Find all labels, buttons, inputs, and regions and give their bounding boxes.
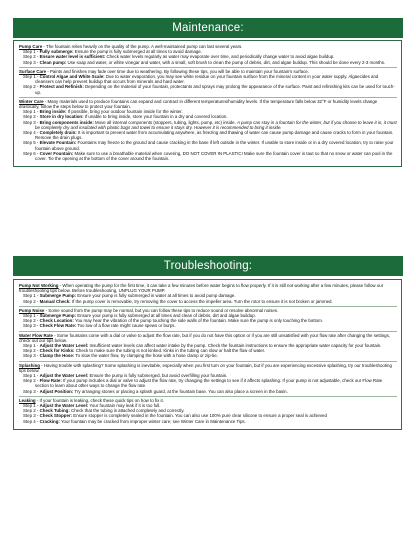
step-text: Ensure the pump is fully submerged at all times to avoid damage. [73,49,202,55]
step-label: Step 1 - [23,313,39,319]
winter-care-section [19,98,397,163]
step-label: Step 3 - [23,119,39,125]
section-intro: - Many materials used to produce fountains can expand and contract in different temperatures/humidity levels. If the temperature falls below 32°F or humidity levels change drastically, follow the steps below to protect your fountain. [19,98,378,110]
step-title: Control Algae and White Scale: [39,74,105,80]
step-label: Step 1 - [23,49,39,55]
step [19,419,397,424]
section-intro-line [19,283,397,293]
step-label: Step 3 - [23,353,39,359]
step [19,74,397,84]
maintenance-box [13,40,402,167]
step-label: Step 2 - [23,408,39,414]
step-text: Ensure your pump is fully submerged in water at all times to avoid pump damage. [75,293,236,299]
step-text: To slow the water flow, try clamping the hose with a hose clamp or zip-tie. [74,353,218,359]
step-label: Step 5 - [23,140,39,146]
troubleshooting-box [13,279,402,430]
step-text: Check to make sure the tubing is not kinked. Kinks in the tubing can slow or halt the flow of water. [74,348,266,354]
step-label: Step 3 - [23,323,39,329]
section-intro: - Paints and finishes may fade over time due to weathering. By following these tips, you will be able to maintain your fountain's surface. [46,68,310,74]
troubleshooting-title: Troubleshooting: [163,260,253,272]
step-title: Adjust the Water Level: [39,343,89,349]
section-heading: Pump Not Working [19,283,59,288]
winter-care-intro [19,99,397,109]
step-label: Step 2 - [23,84,39,90]
step-label: Step 2 - [23,114,39,120]
step-title: Cracking: [39,418,60,424]
surface-care-section [19,68,397,98]
section-intro: - Having trouble with splashing? Some splashing is inevitable, especially when you first turn on your fountain, but if you are experiencing excessive splashing, try our troubleshooting tips below. [19,362,392,373]
step-text: If your pump includes a dial or valve to adjust the flow rate, try changing the settings to see if it affects splashing. If your pump is not adjustable, check our Flow Rate section to learn about other ways to change the flow rate. [35,378,383,389]
step-title: Flow Rate: [39,378,62,384]
step-text: You may hear the vibration of the pump touching the side walls of the fountain. Make sure the pump is only touching the bottom. [73,318,323,324]
step-label: Step 2 - [23,298,39,304]
section-heading: Pump Noise [19,307,45,313]
step-text: Move all internal components (stoppers, tubing, lights, pump, etc) inside. [93,119,238,125]
section-heading: Surface Care [19,68,47,74]
section-intro: - When operating the pump for the first time, it can take a few minutes before water begins to flow properly. If it is still not working after a few minutes, please follow our troubleshooting tips below. Before troubleshooting, UNPLUG YOUR PUMP. [19,283,384,294]
step-title: Bring components inside: [39,119,94,125]
step-title: Manual Check: [39,298,71,304]
section-intro: - Some sound from the pump may be normal, but you can follow these tips to reduce sound or resolve abnormal noises. [44,307,279,313]
section-heading: Splashing [19,362,40,368]
step-text: Due to water evaporation, you may see white residue on your fountain surface from the mineral content in your water supply. Algaecides and cleansers can help prevent buildup that occurs from minerals and hard water. [35,74,379,85]
step [19,130,397,140]
step-title: Check Tubing: [39,408,70,414]
step-label: Step 1 - [23,343,39,349]
step [19,140,397,150]
splashing-section [19,362,397,397]
section-intro-line [19,363,397,373]
step-title: Check Flow Rate: [39,323,77,329]
step-text: If unable to bring inside, store your fountain in a dry and covered location. [83,114,228,120]
step-title: Adjust the Water Level: [39,373,89,379]
step-text: If the pump cover is removable, try removing the cover to access the impeller area. Turn the rotor to ensure it is not broken or jammed. [70,298,333,304]
step-label: Step 3 - [23,413,39,419]
step-label: Step 1 - [23,403,39,409]
step-label: Step 3 - [23,388,39,394]
water-flow-rate-section [19,332,397,362]
pump-noise-section [19,307,397,332]
step-label: Step 4 - [23,418,39,424]
step-title: Submerge Pump: [39,313,76,319]
step-text: It is important to prevent water from accumulating anywhere, as freezing and thawing of water can cause pump damage and cause cracks to form in your fountain. Remove the drain plugs. [35,130,394,141]
step [19,389,397,394]
step-text: Ensure your pump is fully submerged at all times and clean of debris, dirt and algae buildup. [75,313,256,319]
leaking-section [19,397,397,426]
section-intro: - Some fountains come with a dial or valve to adjust the flow rate, but if you do not have this option or if you are still unsatisfied with your flow rate after changing the settings, check out our tips below. [19,332,391,343]
step [19,60,397,65]
step-text: Ensure the pump is fully submerged, but avoid overfilling your fountain. [88,373,228,379]
step-text: Try arranging stones or placing a splash guard, at the fountain base. You can also place a screen in the basin. [73,388,288,394]
pump-not-working-section [19,282,397,307]
step-text: If possible, bring your outdoor fountain inside for the winter. [66,109,183,115]
step-label: Step 1 - [23,109,39,115]
step [19,151,397,161]
step-label: Step 2 - [23,54,39,60]
step-text: Use soap and water, or white vinegar and water, with a small, soft brush to clean the pump of debris, dirt, and algae buildup. This should be done every 2-3 months. [66,59,386,65]
step-title: Completely drain: [39,130,77,136]
step-title: Check for Kinks: [39,348,75,354]
step-text: Check that the tubing is attached completely and correctly. [69,408,185,414]
step [19,353,397,358]
step-title: Bring inside: [39,109,67,115]
step-label: Step 6 - [23,150,39,156]
step-title: Clean pump: [39,59,67,65]
section-heading: Leaking [19,397,36,403]
step-title: Submerge Pump: [39,293,76,299]
pump-care-section [19,43,397,68]
section-intro-line [19,333,397,343]
step-title: Ensure water level is sufficient: [39,54,106,60]
step-title: Check Stopper: [39,413,73,419]
step-label: Step 4 - [23,130,39,136]
step-label: Step 3 - [23,59,39,65]
step-text: Check water levels regularly as water may evaporate over time, and periodically change water to avoid algae buildup. [105,54,335,60]
step-text: Your fountain may be cracked from improper winter care; see Winter Care in Maintenance Tips. [59,418,246,424]
step-text: Insufficient water levels can affect water intake by the pump. Check the fountain instructions to ensure the appropriate water capacity for your fountain. [88,343,382,349]
step-text: Ensure stopper is completely sealed in the fountain. You can also use 100% pure clear silicone to ensure a proper seal is achieved [72,413,327,419]
section-heading: Pump Care [19,44,43,49]
step-label: Step 2 - [23,378,39,384]
section-intro: - The fountain relies heavily on the quality of the pump. A well-maintained pump can last several years. [42,44,243,49]
step-text: Too low of a flow rate might cause spews or burps. [76,323,176,329]
step-text: Your fountain may leak if it is too full. [88,403,161,409]
step-title: Adjust the Water Level: [39,403,89,409]
step [19,84,397,94]
section-intro: - If your fountain is leaking, check these quick tips on how to fix it. [35,397,164,403]
maintenance-title: Maintenance: [172,22,244,34]
step [19,299,397,304]
step-title: Protect and Refinish: [39,84,84,90]
troubleshooting-banner [13,256,403,276]
step-text: Fountains may freeze to the ground and cause cracking in the base if left outside in the winter. If unable to store inside or in a dry covered location, try to raise your fountain above ground. [35,140,394,151]
step-label: Step 1 - [23,373,39,379]
maintenance-banner [13,18,403,38]
step-text: Depending on the material of your fountain, protectants and sprays may prolong the appearance of the surface. Paint and refinishing kits can be used for touch-up. [35,84,395,95]
section-heading: Water Flow Rate [19,332,53,338]
step-label: Step 1 - [23,74,39,80]
step-title: Adjust Position: [39,388,74,394]
section-heading: Winter Care [19,98,44,104]
step-label: Step 2 - [23,348,39,354]
step [19,378,397,388]
step-label: Step 2 - [23,318,39,324]
step-title: Check Location: [39,318,74,324]
step-title: Cover Fountain: [39,150,74,156]
step-text: Make sure to use a breathable material when covering, DO NOT COVER IN PLASTIC! Make sure the fountain cover is taut so that no snow or water can pool in the cover. Tie the opening at the bottom of the cover around the fountain. [35,150,393,162]
step [19,323,397,328]
step [19,120,397,130]
step-title: Elevate Fountain: [39,140,77,146]
step-label: Step 1 - [23,293,39,299]
step-title: Clamp the Hose: [39,353,75,359]
step-title: Store in dry location: [39,114,84,120]
step-title: Fully submerge: [39,49,74,55]
step-italic-note: A pump can stay in a fountain for the winter, but if you choose to leave it in, it must be completely dry and insulated with plastic bags and towel to ensure it stays dry. However it is recommended to bring it inside. [35,119,397,130]
